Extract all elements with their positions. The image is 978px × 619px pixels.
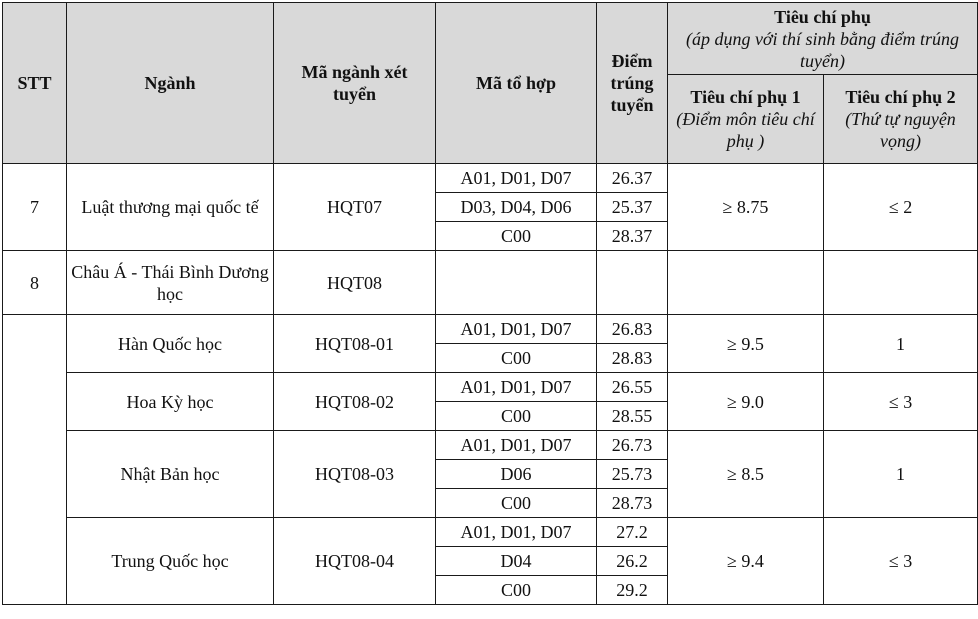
cell-combo: A01, D01, D07 bbox=[436, 431, 597, 460]
cell-tcp2: 1 bbox=[824, 315, 978, 373]
header-ma-to-hop: Mã tổ hợp bbox=[436, 3, 597, 164]
cell-ma-nganh: HQT08-03 bbox=[274, 431, 436, 518]
header-tcp1 bbox=[668, 75, 824, 164]
table-row bbox=[3, 431, 978, 460]
cell-score: 25.37 bbox=[597, 193, 668, 222]
table-row bbox=[3, 251, 978, 315]
cell-ma-nganh: HQT08-01 bbox=[274, 315, 436, 373]
header-tieu-chi-phu-note: (áp dụng với thí sinh bằng điểm trúng tuyển) bbox=[685, 28, 960, 71]
cell-ma-nganh: HQT08 bbox=[274, 251, 436, 315]
header-tcp2 bbox=[824, 75, 978, 164]
cell-nganh: Nhật Bản học bbox=[67, 431, 274, 518]
cell-combo: A01, D01, D07 bbox=[436, 518, 597, 547]
cell-tcp1: ≥ 8.75 bbox=[668, 164, 824, 251]
cell-nganh: Châu Á - Thái Bình Dương học bbox=[67, 251, 274, 315]
cell-ma-nganh: HQT08-04 bbox=[274, 518, 436, 605]
header-ma-nganh: Mã ngành xét tuyển bbox=[274, 3, 436, 164]
cell-tcp2: 1 bbox=[824, 431, 978, 518]
cell-score: 27.2 bbox=[597, 518, 668, 547]
cell-score: 28.73 bbox=[597, 489, 668, 518]
cell-score: 28.55 bbox=[597, 402, 668, 431]
cell-score: 26.2 bbox=[597, 547, 668, 576]
header-stt: STT bbox=[3, 3, 67, 164]
cell-combo: D06 bbox=[436, 460, 597, 489]
cell-tcp2-empty bbox=[824, 251, 978, 315]
cell-combo: D03, D04, D06 bbox=[436, 193, 597, 222]
table-row bbox=[3, 518, 978, 547]
header-tcp1-note: (Điểm môn tiêu chí phụ ) bbox=[676, 109, 815, 151]
cell-stt-empty bbox=[3, 315, 67, 605]
cell-nganh: Hoa Kỳ học bbox=[67, 373, 274, 431]
cell-combo: A01, D01, D07 bbox=[436, 373, 597, 402]
header-tcp2-note: (Thứ tự nguyện vọng) bbox=[845, 109, 956, 151]
cell-tcp2: ≤ 2 bbox=[824, 164, 978, 251]
cell-combo: A01, D01, D07 bbox=[436, 164, 597, 193]
cell-score: 26.83 bbox=[597, 315, 668, 344]
table-body bbox=[3, 164, 978, 605]
header-diem: Điểm trúng tuyển bbox=[597, 3, 668, 164]
header-tieu-chi-phu-title: Tiêu chí phụ bbox=[774, 6, 871, 27]
cell-tcp1: ≥ 9.5 bbox=[668, 315, 824, 373]
cell-score: 29.2 bbox=[597, 576, 668, 605]
table-row bbox=[3, 373, 978, 402]
cell-tcp2: ≤ 3 bbox=[824, 518, 978, 605]
cell-nganh: Trung Quốc học bbox=[67, 518, 274, 605]
table-row bbox=[3, 164, 978, 193]
cell-score: 26.73 bbox=[597, 431, 668, 460]
cell-tcp1: ≥ 9.0 bbox=[668, 373, 824, 431]
cell-ma-nganh: HQT07 bbox=[274, 164, 436, 251]
cell-combo-empty bbox=[436, 251, 597, 315]
cell-stt: 8 bbox=[3, 251, 67, 315]
cell-combo: C00 bbox=[436, 222, 597, 251]
cell-score-empty bbox=[597, 251, 668, 315]
cell-combo: A01, D01, D07 bbox=[436, 315, 597, 344]
header-tcp1-title: Tiêu chí phụ 1 bbox=[690, 87, 801, 107]
table-header bbox=[3, 3, 978, 164]
cell-combo: C00 bbox=[436, 489, 597, 518]
cell-combo: C00 bbox=[436, 402, 597, 431]
cell-tcp1: ≥ 8.5 bbox=[668, 431, 824, 518]
cell-score: 26.55 bbox=[597, 373, 668, 402]
cell-ma-nganh: HQT08-02 bbox=[274, 373, 436, 431]
cell-tcp1: ≥ 9.4 bbox=[668, 518, 824, 605]
cell-nganh: Luật thương mại quốc tế bbox=[67, 164, 274, 251]
cell-score: 25.73 bbox=[597, 460, 668, 489]
cell-tcp1-empty bbox=[668, 251, 824, 315]
header-tcp2-title: Tiêu chí phụ 2 bbox=[845, 87, 956, 107]
cell-combo: C00 bbox=[436, 344, 597, 373]
cell-score: 26.37 bbox=[597, 164, 668, 193]
table-row bbox=[3, 315, 978, 344]
header-tieu-chi-phu bbox=[668, 3, 978, 75]
cell-nganh: Hàn Quốc học bbox=[67, 315, 274, 373]
cell-tcp2: ≤ 3 bbox=[824, 373, 978, 431]
admission-score-table bbox=[2, 2, 978, 605]
cell-combo: D04 bbox=[436, 547, 597, 576]
cell-score: 28.83 bbox=[597, 344, 668, 373]
cell-score: 28.37 bbox=[597, 222, 668, 251]
header-nganh: Ngành bbox=[67, 3, 274, 164]
cell-stt: 7 bbox=[3, 164, 67, 251]
cell-combo: C00 bbox=[436, 576, 597, 605]
